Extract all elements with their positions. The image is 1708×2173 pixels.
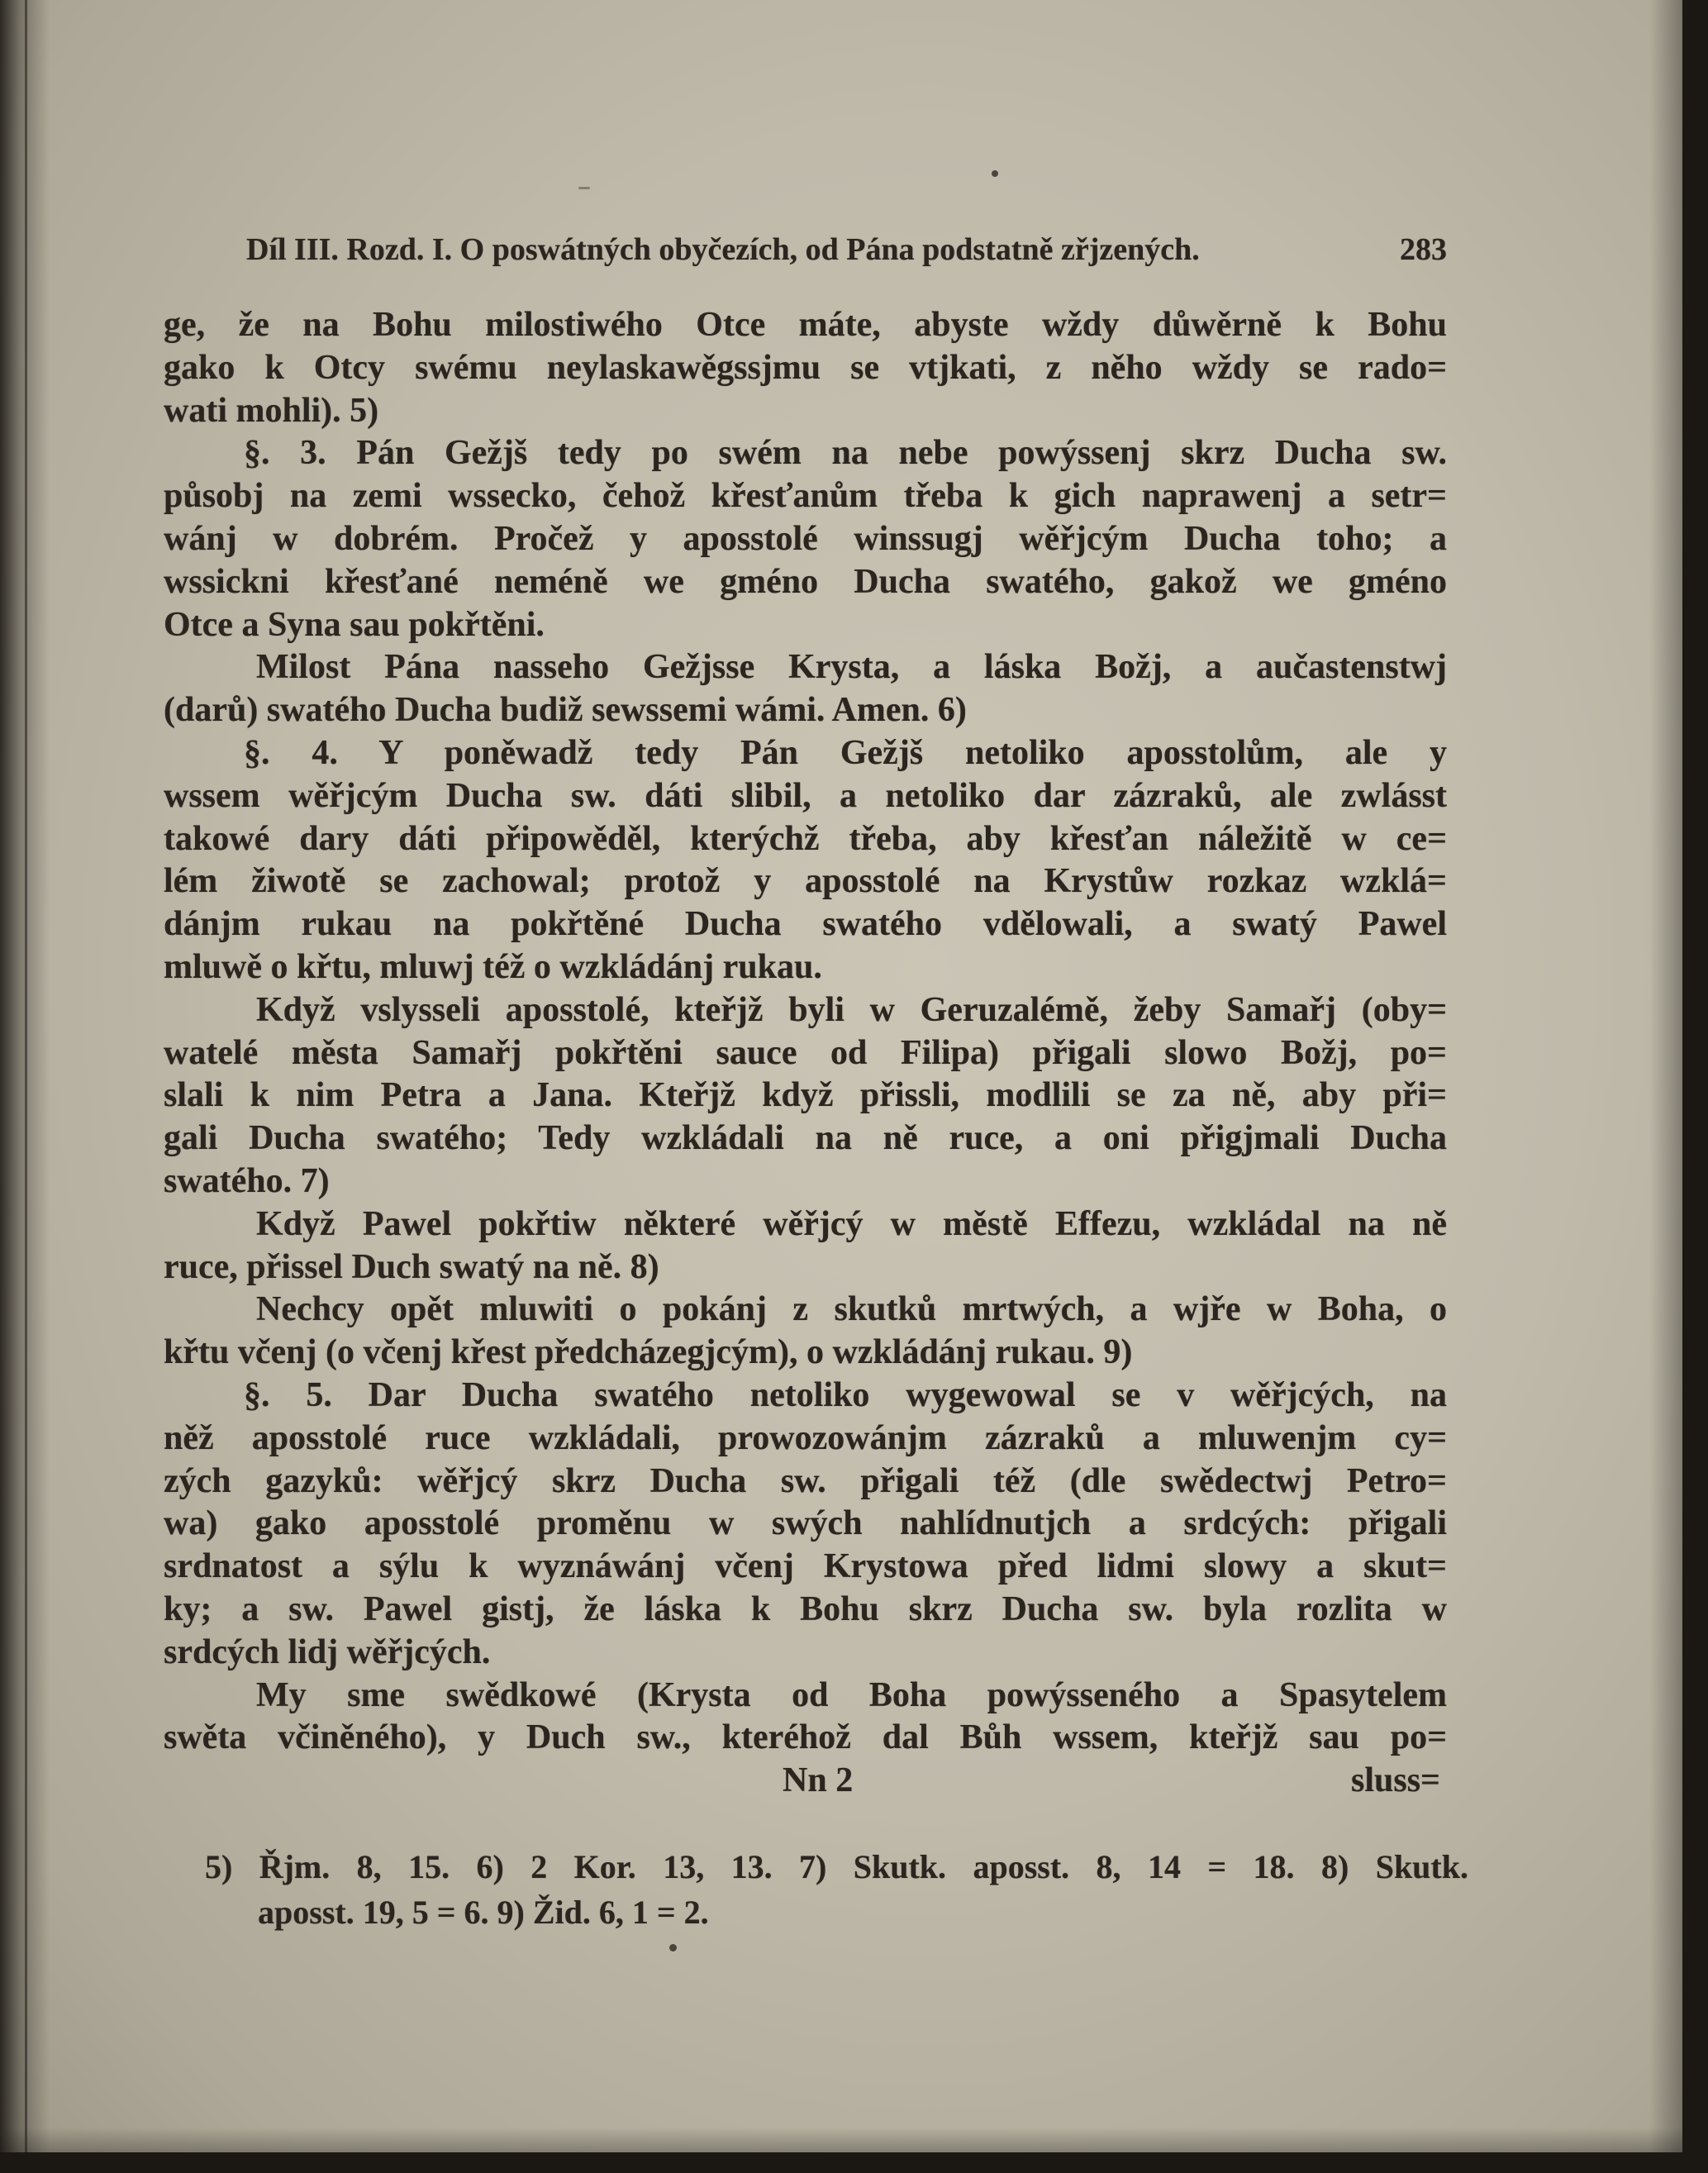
body-line: srdnatost a sýlu k wyznáwánj včenj Krystowa před lidmi slowy a skut=: [164, 1547, 1447, 1586]
body-line: ruce, přissel Duch swatý na ně. 8): [164, 1247, 659, 1286]
body-line: (darů) swatého Ducha budiž sewssemi wámi. Amen. 6): [164, 691, 967, 730]
footnote-line: 5) Řjm. 8, 15. 6) 2 Kor. 13, 13. 7) Skutk. aposst. 8, 14 = 18. 8) Skutk.: [205, 1848, 1468, 1885]
body-line: watelé města Samařj pokřtěni sauce od Filipa) přigali slowo Božj, po=: [164, 1033, 1447, 1072]
body-line: působj na zemi wssecko, čehož křesťanům třeba k gich naprawenj a setr=: [164, 477, 1447, 516]
footnotes: [205, 1844, 1468, 1935]
body-line: slali k nim Petra a Jana. Kteřjž když přissli, modlili se za ně, aby při=: [164, 1076, 1447, 1115]
body-line: swatého. 7): [164, 1161, 330, 1200]
body-line: Když Pawel pokřtiw některé wěřjcý w městě Effezu, wzkládal na ně: [256, 1204, 1447, 1243]
body-line: srdcých lidj wěřjcých.: [164, 1632, 491, 1671]
ink-speck: [578, 187, 590, 189]
body-line: Nechcy opět mluwiti o pokánj z skutků mrtwých, a wjře w Boha, o: [256, 1290, 1447, 1329]
body-line: mluwě o křtu, mluwj též o wzkládánj rukau.: [164, 947, 822, 986]
body-line: lém žiwotě se zachowal; protož y aposstolé na Krystůw rozkaz wzklá=: [164, 862, 1447, 901]
running-head-title: Díl III. Rozd. I. O poswátných obyčezích, od Pána podstatně zřjzených.: [246, 232, 1200, 267]
body-line: wa) gako aposstolé proměnu w swých nahlídnutjch a srdcých: přigali: [164, 1504, 1447, 1543]
body-line: wssickni křesťané neméně we gméno Ducha swatého, gakož we gméno: [164, 562, 1447, 601]
body-line: takowé dary dáti připowěděl, kterýchž třeba, aby křesťan náležitě w ce=: [164, 819, 1447, 858]
body-line: Milost Pána nasseho Gežjsse Krysta, a láska Božj, a aučastenstwj: [256, 648, 1447, 687]
body-line: §. 3. Pán Gežjš tedy po swém na nebe powýssenj skrz Ducha sw.: [244, 434, 1447, 473]
body-line: ky; a sw. Pawel gistj, že láska k Bohu skrz Ducha sw. byla rozlita w: [164, 1589, 1447, 1628]
body-line: My sme swědkowé (Krysta od Boha powýsseného a Spasytelem: [256, 1675, 1447, 1714]
running-head: [246, 225, 1447, 274]
ink-speck: [992, 170, 998, 177]
body-line: gako k Otcy swému neylaskawěgssjmu se vtjkati, z něho wždy se rado=: [164, 348, 1447, 387]
body-line: křtu včenj (o včenj křest předcházegjcým), o wzkládánj rukau. 9): [164, 1333, 1133, 1372]
body-line: wati mohli). 5): [164, 391, 379, 430]
body-line: swěta včiněného), y Duch sw., kteréhož dal Bůh wssem, kteřjž sau po=: [164, 1718, 1447, 1757]
right-edge-shadow: [1649, 0, 1682, 2152]
body-line: wssem wěřjcým Ducha sw. dáti slibil, a netoliko dar zázraků, ale zwlásst: [164, 776, 1447, 815]
bottom-edge-shadow: [0, 2128, 1682, 2152]
body-line: gali Ducha swatého; Tedy wzkládali na ně ruce, a oni přigjmali Ducha: [164, 1119, 1447, 1158]
body-line: §. 5. Dar Ducha swatého netoliko wygewowal se v wěřjcých, na: [244, 1375, 1447, 1414]
page-number: 283: [1400, 232, 1447, 267]
left-edge-line: [25, 0, 27, 2152]
body-line: Otce a Syna sau pokřtěni.: [164, 605, 545, 644]
body-line: něž aposstolé ruce wzkládali, prowozowánjm zázraků a mluwenjm cy=: [164, 1418, 1447, 1457]
body-line: dánjm rukau na pokřtěné Ducha swatého vdělowali, a swatý Pawel: [164, 905, 1447, 944]
ink-speck: [669, 1944, 677, 1951]
body-line: zých gazyků: wěřjcý skrz Ducha sw. přigali též (dle swědectwj Petro=: [164, 1461, 1447, 1500]
signature-row: [164, 1760, 1447, 1803]
catchword: sluss=: [1351, 1761, 1440, 1800]
body-line: wánj w dobrém. Pročež y aposstolé winssugj wěřjcým Ducha toho; a: [164, 519, 1447, 558]
body-line: Když vslysseli aposstolé, kteřjž byli w Geruzalémě, žeby Samařj (oby=: [256, 990, 1447, 1029]
body-text: [164, 304, 1447, 1803]
printer-signature: Nn 2: [783, 1761, 854, 1800]
body-line: §. 4. Y poněwadž tedy Pán Gežjš netoliko aposstolům, ale y: [244, 733, 1447, 772]
footnote-line: aposst. 19, 5 = 6. 9) Žid. 6, 1 = 2.: [258, 1894, 709, 1931]
body-line: ge, že na Bohu milostiwého Otce máte, abyste wždy důwěrně k Bohu: [164, 306, 1447, 344]
